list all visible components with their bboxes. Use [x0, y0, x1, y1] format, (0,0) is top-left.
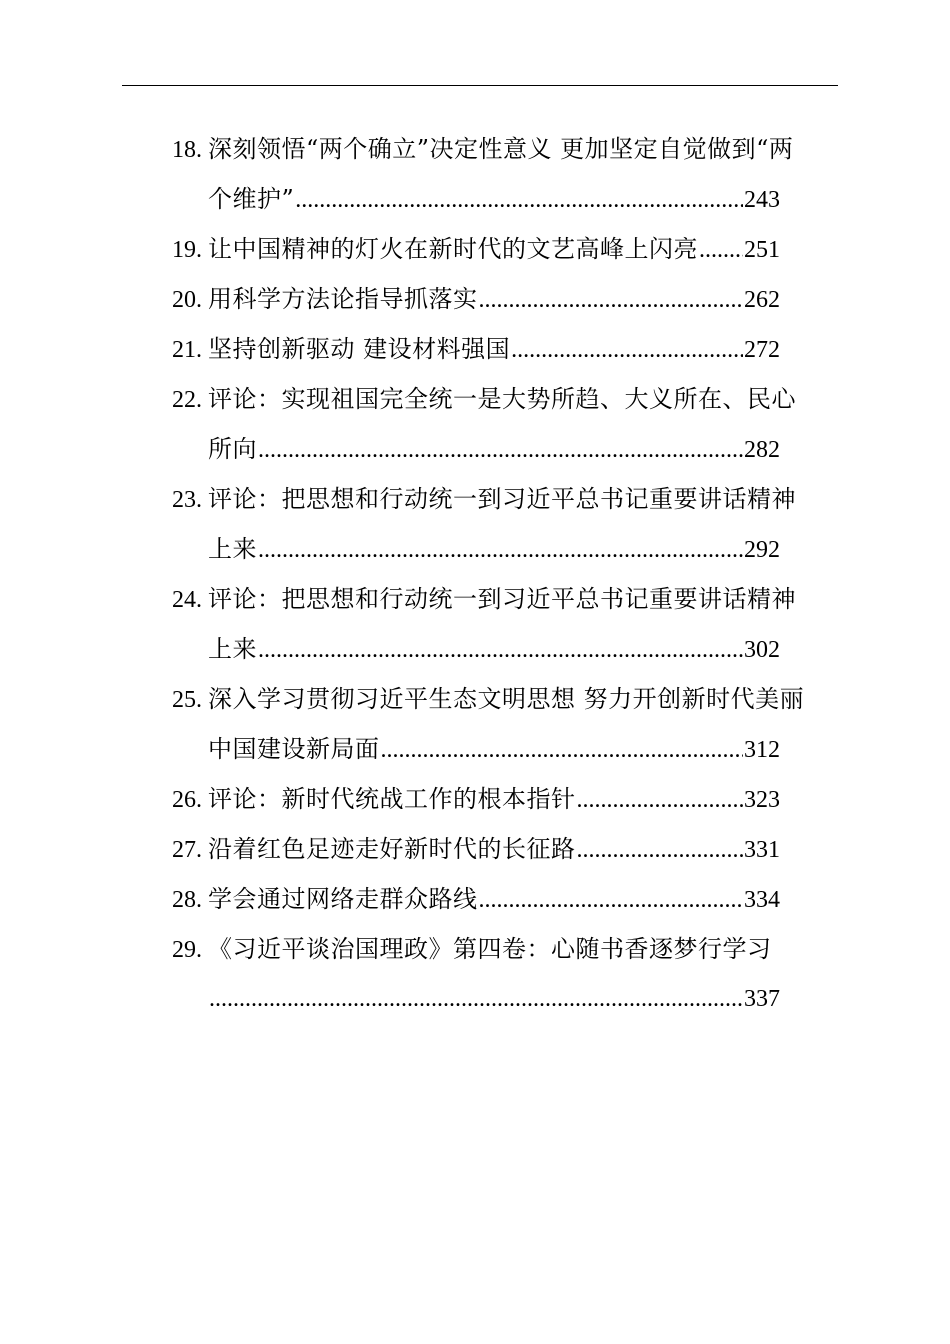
- entry-number: 25.: [172, 687, 202, 713]
- toc-line: [172, 524, 784, 574]
- entry-title: 沿着红色足迹走好新时代的长征路: [208, 835, 576, 863]
- page-number: 251: [744, 237, 780, 263]
- toc-entry-21[interactable]: [172, 324, 832, 374]
- entry-number: 29.: [172, 937, 202, 963]
- page-number: 337: [744, 986, 780, 1012]
- table-of-contents: [172, 124, 832, 1024]
- dot-leader: [209, 974, 743, 1024]
- entry-title: 评论：把思想和行动统一到习近平总书记重要讲话精神: [208, 485, 796, 513]
- toc-line: [172, 324, 784, 374]
- page-number: 292: [744, 537, 780, 563]
- toc-entry-22[interactable]: [172, 374, 832, 474]
- toc-line: [172, 224, 784, 274]
- toc-line: [172, 374, 832, 424]
- toc-entry-23[interactable]: [172, 474, 832, 574]
- toc-line: [172, 474, 832, 524]
- entry-title-continued: 上来: [208, 535, 257, 563]
- entry-title: 用科学方法论指导抓落实: [208, 285, 478, 313]
- toc-line: [172, 124, 832, 174]
- dot-leader: [479, 875, 744, 925]
- entry-number: 28.: [172, 887, 202, 913]
- entry-title: 学会通过网络走群众路线: [208, 885, 478, 913]
- page-number: 282: [744, 437, 780, 463]
- page-number: 302: [744, 637, 780, 663]
- entry-number: 21.: [172, 337, 202, 363]
- entry-number: 24.: [172, 587, 202, 613]
- dot-leader: [258, 525, 743, 575]
- toc-entry-28[interactable]: [172, 874, 832, 924]
- page-number: 331: [744, 837, 780, 863]
- entry-number: 26.: [172, 787, 202, 813]
- toc-line: [172, 824, 784, 874]
- dot-leader: [699, 225, 743, 275]
- toc-entry-19[interactable]: [172, 224, 832, 274]
- entry-title: 评论：新时代统战工作的根本指针: [208, 785, 576, 813]
- entry-title-continued: 所向: [208, 435, 257, 463]
- toc-line: [172, 174, 784, 224]
- page-number: 334: [744, 887, 780, 913]
- dot-leader: [577, 825, 744, 875]
- entry-title: 深入学习贯彻习近平生态文明思想 努力开创新时代美丽: [208, 685, 805, 713]
- entry-title: 《习近平谈治国理政》第四卷：心随书香逐梦行学习: [208, 935, 772, 963]
- toc-line: [172, 974, 784, 1024]
- dot-leader: [381, 725, 744, 775]
- toc-entry-27[interactable]: [172, 824, 832, 874]
- page-number: 262: [744, 287, 780, 313]
- entry-title: 坚持创新驱动 建设材料强国: [208, 335, 511, 363]
- toc-entry-18[interactable]: [172, 124, 832, 224]
- toc-line: [172, 874, 784, 924]
- entry-number: 18.: [172, 137, 202, 163]
- entry-number: 27.: [172, 837, 202, 863]
- toc-line: [172, 424, 784, 474]
- toc-entry-26[interactable]: [172, 774, 832, 824]
- dot-leader: [511, 325, 743, 375]
- entry-title: 评论：把思想和行动统一到习近平总书记重要讲话精神: [208, 585, 796, 613]
- toc-line: [172, 724, 784, 774]
- dot-leader: [577, 775, 744, 825]
- entry-title-continued: 个维护”: [208, 185, 295, 213]
- dot-leader: [258, 425, 743, 475]
- entry-title: 深刻领悟“两个确立”决定性意义 更加坚定自觉做到“两: [208, 135, 794, 163]
- entry-number: 23.: [172, 487, 202, 513]
- toc-line: [172, 924, 832, 974]
- toc-line: [172, 674, 832, 724]
- entry-number: 20.: [172, 287, 202, 313]
- entry-title: 评论：实现祖国完全统一是大势所趋、大义所在、民心: [208, 385, 796, 413]
- dot-leader: [295, 175, 743, 225]
- toc-line: [172, 624, 784, 674]
- toc-line: [172, 274, 784, 324]
- entry-number: 22.: [172, 387, 202, 413]
- toc-line: [172, 574, 832, 624]
- toc-entry-24[interactable]: [172, 574, 832, 674]
- toc-entry-25[interactable]: [172, 674, 832, 774]
- entry-title-continued: 中国建设新局面: [208, 735, 380, 763]
- page-number: 272: [744, 337, 780, 363]
- entry-number: 19.: [172, 237, 202, 263]
- page-number: 323: [744, 787, 780, 813]
- header-rule: [122, 85, 838, 86]
- toc-line: [172, 774, 784, 824]
- entry-title-continued: 上来: [208, 635, 257, 663]
- page-number: 243: [744, 187, 780, 213]
- toc-entry-29[interactable]: [172, 924, 832, 1024]
- dot-leader: [479, 275, 744, 325]
- dot-leader: [258, 625, 743, 675]
- page-number: 312: [744, 737, 780, 763]
- toc-entry-20[interactable]: [172, 274, 832, 324]
- entry-title: 让中国精神的灯火在新时代的文艺高峰上闪亮: [208, 235, 698, 263]
